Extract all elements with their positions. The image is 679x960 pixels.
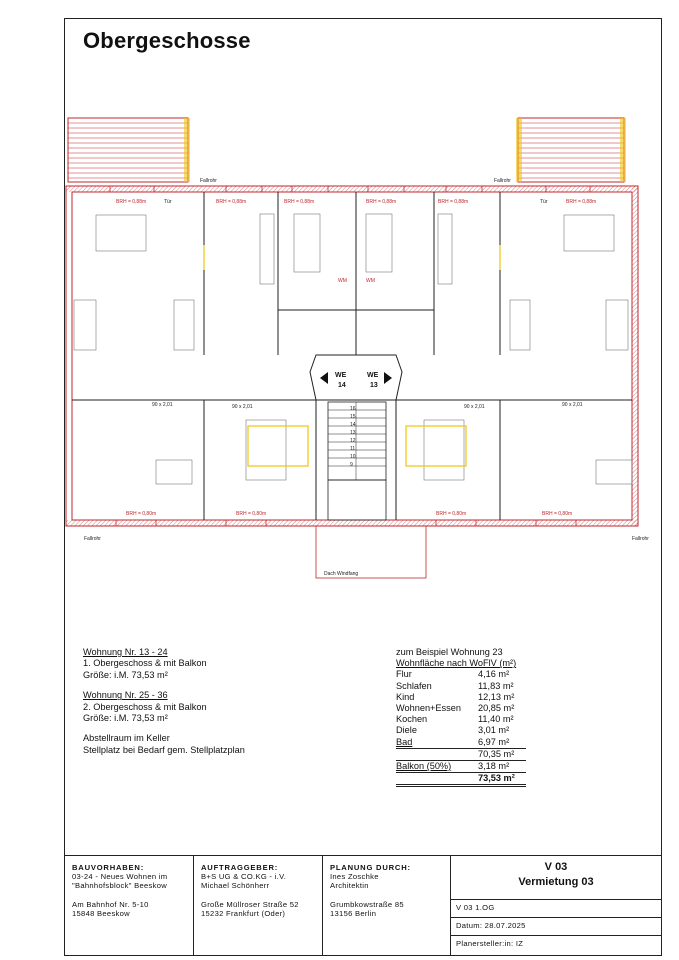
area-subtotal: 70,35 m² — [478, 748, 515, 759]
tb-col2-l4: 15232 Frankfurt (Oder) — [201, 908, 286, 918]
door-dim-4: 90 x 2,01 — [562, 402, 583, 408]
area-row — [396, 692, 526, 703]
tb-col1-l4: 15848 Beeskow — [72, 908, 130, 918]
area-row — [396, 737, 526, 748]
sheet-name: Vermietung 03 — [518, 876, 594, 888]
balcony-right — [516, 118, 626, 182]
area-room: Wohnen+Essen — [396, 703, 461, 714]
unit1-line2: Größe: i.M. 73,53 m² — [83, 669, 168, 680]
plan-id: V 03 1.OG — [456, 903, 495, 912]
area-room: Bad — [396, 736, 413, 747]
area-value: 20,85 m² — [478, 703, 515, 714]
tb-col2-l1: B+S UG & CO.KG - i.V. — [201, 872, 287, 882]
we-left-label-a: WE — [335, 372, 347, 379]
area-heading: Wohnfläche nach WoFlV (m²) — [396, 658, 517, 669]
stair-step-15: 15 — [350, 414, 356, 420]
tb-col1-l3: Am Bahnhof Nr. 5-10 — [72, 899, 149, 909]
area-room: Schlafen — [396, 680, 432, 691]
area-total-row — [396, 772, 526, 787]
tb-col3-l2: Architektin — [330, 881, 369, 891]
area-value: 3,01 m² — [478, 725, 510, 736]
unit1-line1: 1. Obergeschoss & mit Balkon — [83, 658, 207, 669]
tb-col3-head: PLANUNG DURCH: — [330, 863, 411, 872]
we-right-label-a: WE — [367, 372, 379, 379]
stair-core — [310, 355, 402, 520]
tb-col1 — [72, 863, 167, 918]
tb-col3-l4: 13156 Berlin — [330, 908, 377, 918]
area-value: 11,40 m² — [478, 714, 514, 725]
tb-col1-head: BAUVORHABEN: — [72, 863, 145, 872]
door-dim-3: 90 x 2,01 — [464, 404, 485, 410]
area-subtotal-row — [396, 748, 526, 760]
tb-col1-l1: 03-24 - Neues Wohnen im — [72, 872, 168, 882]
tb-col3 — [330, 863, 411, 918]
stair-step-11: 11 — [350, 446, 356, 452]
title-block — [64, 855, 662, 956]
floor-plan — [66, 110, 649, 590]
extra-line2: Stellplatz bei Bedarf gem. Stellplatzplan — [83, 744, 245, 755]
area-room: Flur — [396, 669, 412, 680]
brh-label-5: BRH = 0,88m — [438, 199, 469, 205]
unit2-title: Wohnung Nr. 25 - 36 — [83, 690, 168, 701]
area-row — [396, 669, 526, 680]
area-total: 73,53 m² — [478, 773, 515, 784]
stair-step-14: 14 — [350, 422, 356, 428]
fallrohr-label-3: Fallrohr — [84, 536, 101, 542]
dach-windfang-label: Dach Windfang — [324, 571, 359, 577]
area-row — [396, 714, 526, 725]
area-value: 11,83 m² — [478, 680, 514, 691]
entrance-canopy — [316, 526, 426, 578]
area-balkon-label: Balkon (50%) — [396, 761, 452, 772]
brh-label-1: BRH = 0,88m — [116, 199, 147, 205]
balcony-left — [68, 118, 190, 182]
area-balkon-value: 3,18 m² — [478, 761, 510, 772]
wm-label-left: WM — [338, 278, 347, 284]
we-right-label-b: 13 — [370, 382, 378, 389]
fallrohr-label-2: Fallrohr — [494, 178, 511, 184]
plan-author: Planersteller:in: IZ — [456, 939, 524, 948]
extra-line1: Abstellraum im Keller — [83, 733, 170, 744]
unit2-line1: 2. Obergeschoss & mit Balkon — [83, 701, 207, 712]
tb-col2 — [201, 863, 299, 918]
unit2-line2: Größe: i.M. 73,53 m² — [83, 713, 168, 724]
door-dim-1: 90 x 2,01 — [152, 402, 173, 408]
tb-col2-l2: Michael Schönherr — [201, 881, 270, 891]
area-row — [396, 725, 526, 736]
area-value: 6,97 m² — [478, 736, 510, 747]
stair-step-12: 12 — [350, 438, 356, 444]
area-room: Kochen — [396, 714, 428, 725]
stair-step-10: 10 — [350, 454, 356, 460]
area-table — [396, 647, 526, 787]
brh-bottom-1: BRH = 0,80m — [126, 511, 157, 517]
stair-step-13: 13 — [350, 430, 356, 436]
area-balkon-row — [396, 760, 526, 772]
area-intro: zum Beispiel Wohnung 23 — [396, 647, 503, 657]
wm-label-right: WM — [366, 278, 375, 284]
brh-label-2: BRH = 0,88m — [216, 199, 247, 205]
brh-bottom-3: BRH = 0,80m — [436, 511, 467, 517]
door-dim-2: 90 x 2,01 — [232, 404, 253, 410]
page-title: Obergeschosse — [83, 28, 251, 53]
fallrohr-label-1: Fallrohr — [200, 178, 217, 184]
area-value: 12,13 m² — [478, 691, 515, 702]
fallrohr-label-4: Fallrohr — [632, 536, 649, 542]
tb-col2-head: AUFTRAGGEBER: — [201, 863, 279, 872]
unit1-title: Wohnung Nr. 13 - 24 — [83, 647, 168, 657]
plan-date: Datum: 28.07.2025 — [456, 921, 526, 930]
tb-col3-l1: Ines Zoschke — [330, 872, 379, 882]
area-row — [396, 681, 526, 692]
brh-label-3: BRH = 0,88m — [284, 199, 315, 205]
tb-col1-l2: "Bahnhofsblock" Beeskow — [72, 881, 168, 891]
we-left-label-b: 14 — [338, 382, 346, 389]
brh-bottom-4: BRH = 0,80m — [542, 511, 573, 517]
area-value: 4,16 m² — [478, 669, 510, 680]
tb-col3-l3: Grumbkowstraße 85 — [330, 899, 404, 909]
area-room: Diele — [396, 725, 417, 736]
tb-col2-l3: Große Müllroser Straße 52 — [201, 899, 299, 909]
sheet-number: V 03 — [544, 861, 568, 873]
apartment-info — [83, 647, 245, 756]
stair-step-9: 9 — [350, 462, 353, 468]
door-label-right: Tür — [540, 199, 548, 205]
door-label-left: Tür — [164, 199, 172, 205]
brh-label-4: BRH = 0,88m — [366, 199, 397, 205]
outer-walls — [66, 186, 638, 526]
brh-bottom-2: BRH = 0,80m — [236, 511, 267, 517]
area-row — [396, 703, 526, 714]
brh-label-6: BRH = 0,88m — [566, 199, 597, 205]
stair-step-16: 16 — [350, 406, 356, 412]
area-room: Kind — [396, 691, 415, 702]
